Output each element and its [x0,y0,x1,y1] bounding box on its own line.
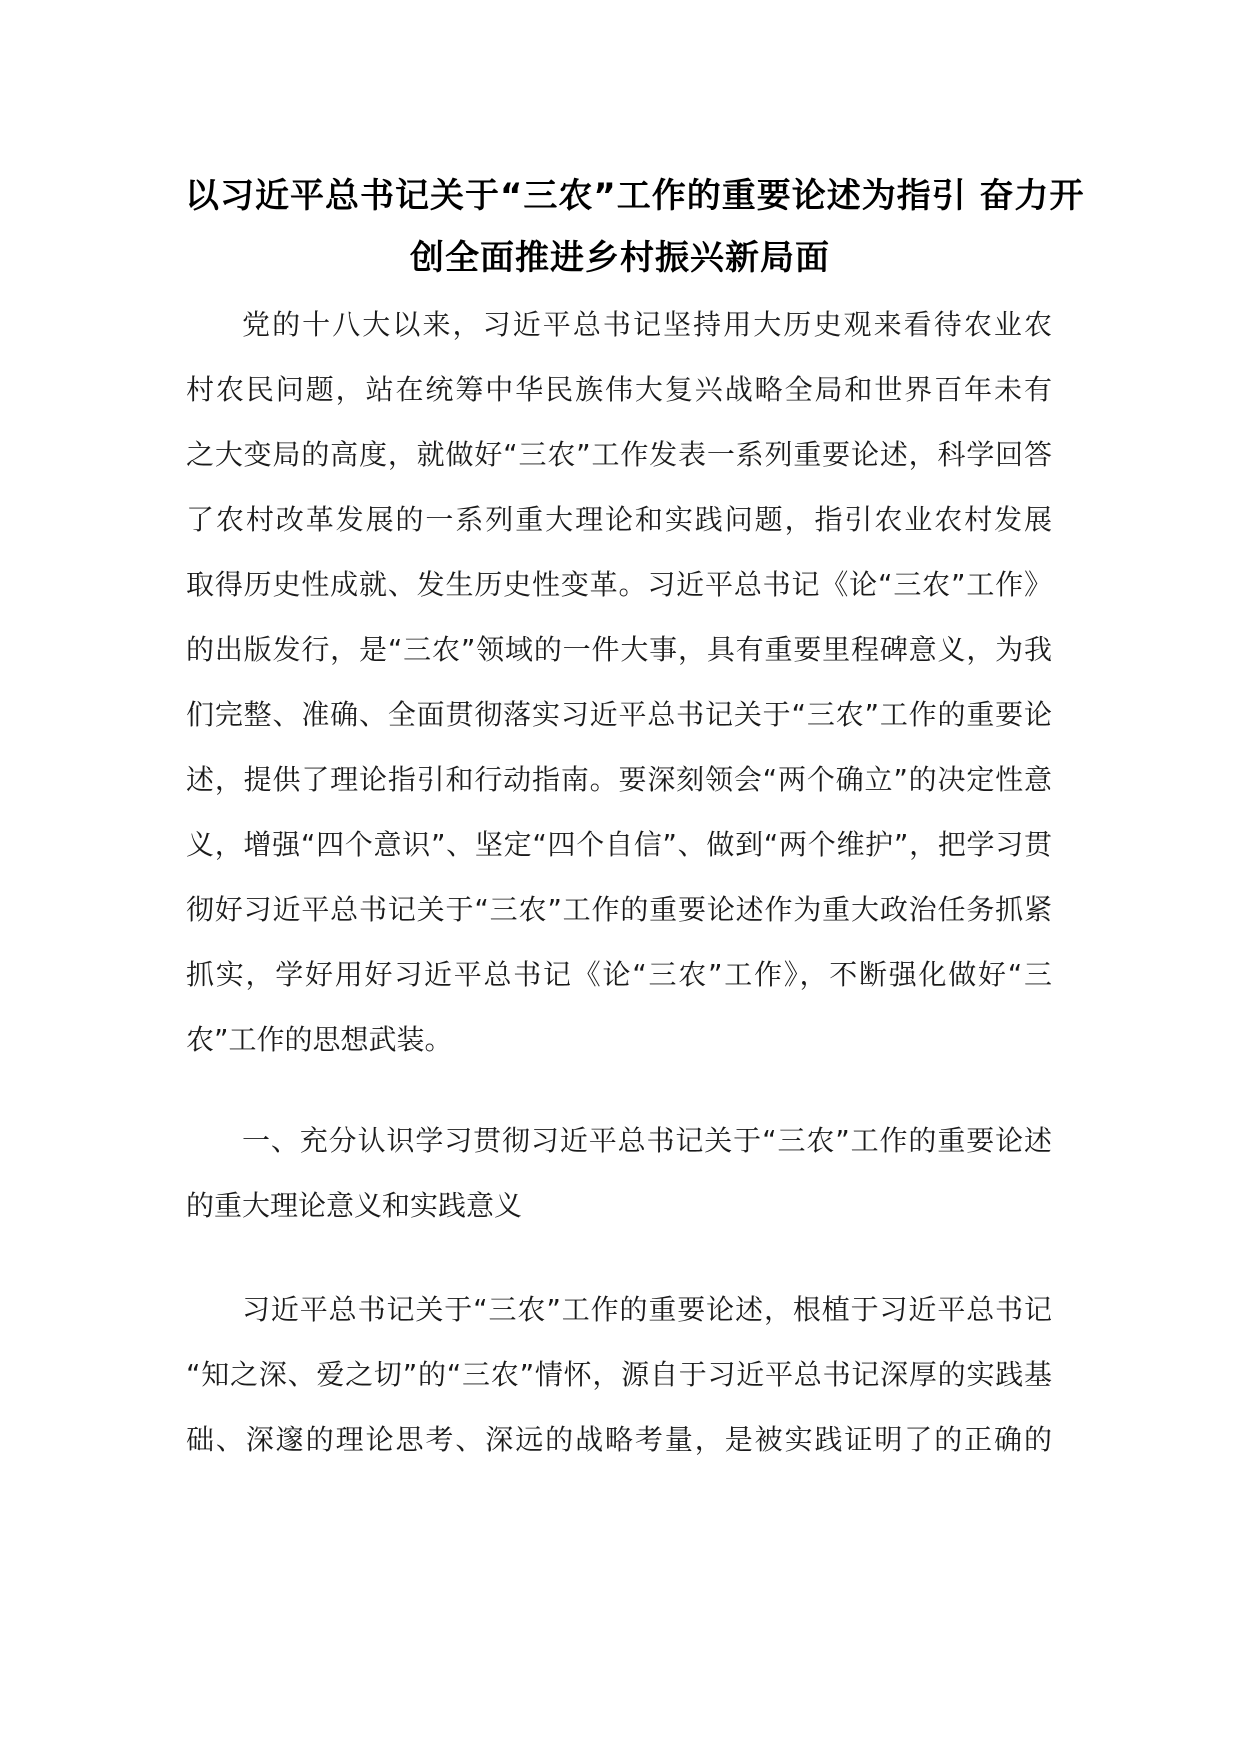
paragraph-line: 党的十八大以来，习近平总书记坚持用大历史观来看待农业农 [242,308,1052,341]
paragraph-line: “知之深、爱之切”的“三农”情怀，源自于习近平总书记深厚的实践基 [186,1358,1052,1391]
paragraph-line: 彻好习近平总书记关于“三农”工作的重要论述作为重大政治任务抓紧 [186,893,1052,926]
paragraph-line: 的重大理论意义和实践意义 [186,1189,523,1222]
paragraph-line: 农”工作的思想武装。 [186,1023,453,1056]
paragraph-line: 习近平总书记关于“三农”工作的重要论述，根植于习近平总书记 [242,1293,1052,1326]
title-line-1: 以习近平总书记关于“三农”工作的重要论述为指引 奋力开 [185,176,1085,216]
paragraph-line: 抓实，学好用好习近平总书记《论“三农”工作》，不断强化做好“三 [186,958,1052,991]
paragraph-line: 取得历史性成就、发生历史性变革。习近平总书记《论“三农”工作》 [186,568,1052,601]
paragraph-line: 之大变局的高度，就做好“三农”工作发表一系列重要论述，科学回答 [186,438,1052,471]
paragraph-line: 村农民问题，站在统筹中华民族伟大复兴战略全局和世界百年未有 [186,373,1052,406]
paragraph-line: 述，提供了理论指引和行动指南。要深刻领会“两个确立”的决定性意 [186,763,1052,796]
paragraph-line: 一、充分认识学习贯彻习近平总书记关于“三农”工作的重要论述 [242,1124,1052,1157]
paragraph-line: 了农村改革发展的一系列重大理论和实践问题，指引农业农村发展 [186,503,1052,536]
paragraph-line: 础、深邃的理论思考、深远的战略考量，是被实践证明了的正确的 [186,1423,1052,1456]
paragraph-line: 们完整、准确、全面贯彻落实习近平总书记关于“三农”工作的重要论 [186,698,1052,731]
paragraph-line: 的出版发行，是“三农”领域的一件大事，具有重要里程碑意义，为我 [186,633,1052,666]
section-heading-1 [186,1108,1052,1238]
paragraph-line: 义，增强“四个意识”、坚定“四个自信”、做到“两个维护”，把学习贯 [186,828,1052,861]
title-line-2: 创全面推进乡村振兴新局面 [410,238,830,278]
document-title [185,165,1085,289]
paragraph-intro [186,292,1052,1072]
paragraph-body [186,1277,1052,1472]
